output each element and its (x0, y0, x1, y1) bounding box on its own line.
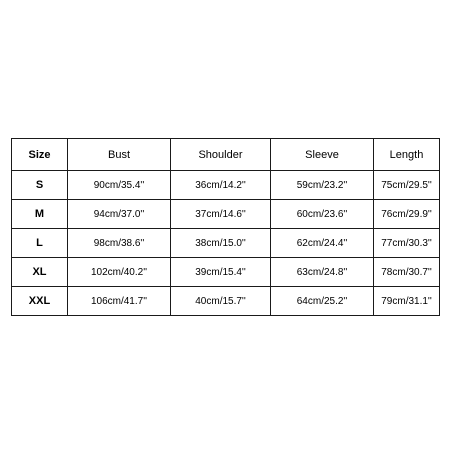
table-row (12, 258, 440, 287)
shoulder-cell: 38cm/15.0'' (171, 229, 271, 258)
sleeve-cell: 60cm/23.6'' (271, 200, 374, 229)
size-cell: M (12, 200, 68, 229)
bust-cell: 94cm/37.0'' (68, 200, 171, 229)
sleeve-cell: 63cm/24.8'' (271, 258, 374, 287)
sleeve-cell: 64cm/25.2'' (271, 287, 374, 316)
shoulder-cell: 40cm/15.7'' (171, 287, 271, 316)
size-cell: XL (12, 258, 68, 287)
header-bust: Bust (68, 139, 171, 171)
length-cell: 75cm/29.5'' (374, 171, 440, 200)
bust-cell: 98cm/38.6'' (68, 229, 171, 258)
size-cell: S (12, 171, 68, 200)
table-row (12, 229, 440, 258)
shoulder-cell: 39cm/15.4'' (171, 258, 271, 287)
size-cell: XXL (12, 287, 68, 316)
length-cell: 78cm/30.7'' (374, 258, 440, 287)
header-sleeve: Sleeve (271, 139, 374, 171)
size-cell: L (12, 229, 68, 258)
header-shoulder: Shoulder (171, 139, 271, 171)
size-chart-table (11, 138, 440, 316)
sleeve-cell: 62cm/24.4'' (271, 229, 374, 258)
table-row (12, 287, 440, 316)
table-row (12, 200, 440, 229)
header-size: Size (12, 139, 68, 171)
bust-cell: 102cm/40.2'' (68, 258, 171, 287)
table-row (12, 171, 440, 200)
shoulder-cell: 36cm/14.2'' (171, 171, 271, 200)
length-cell: 76cm/29.9'' (374, 200, 440, 229)
bust-cell: 106cm/41.7'' (68, 287, 171, 316)
shoulder-cell: 37cm/14.6'' (171, 200, 271, 229)
header-row (12, 139, 440, 171)
sleeve-cell: 59cm/23.2'' (271, 171, 374, 200)
header-length: Length (374, 139, 440, 171)
bust-cell: 90cm/35.4'' (68, 171, 171, 200)
length-cell: 79cm/31.1'' (374, 287, 440, 316)
length-cell: 77cm/30.3'' (374, 229, 440, 258)
